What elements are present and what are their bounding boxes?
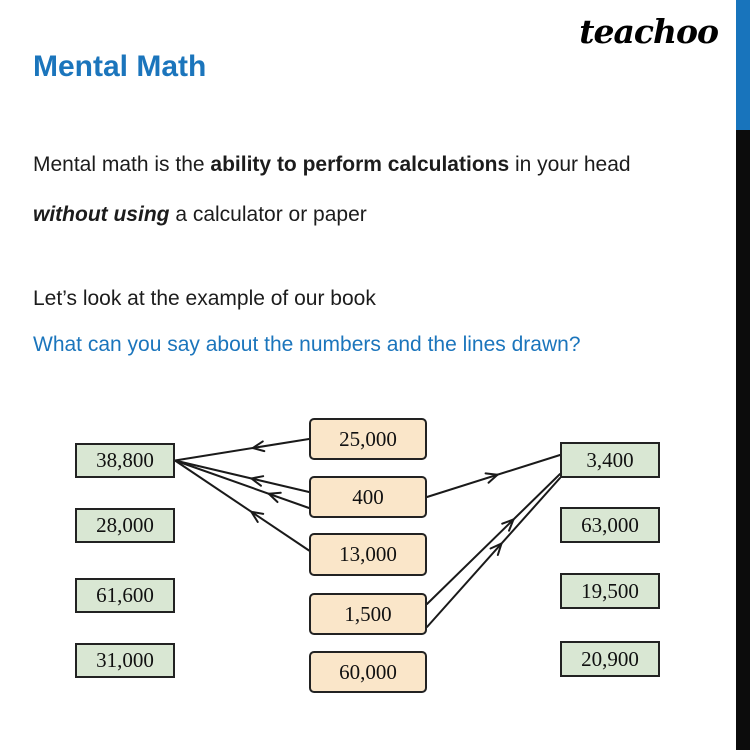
number-box-1500: 1,500 xyxy=(309,593,427,635)
number-box-19500: 19,500 xyxy=(560,573,660,609)
example-line: Let’s look at the example of our book xyxy=(33,287,376,310)
number-box-61600: 61,600 xyxy=(75,578,175,613)
intro-line-1 xyxy=(33,153,631,177)
number-box-60000: 60,000 xyxy=(309,651,427,693)
teachoo-logo: teachoo xyxy=(579,12,718,51)
number-box-31000: 31,000 xyxy=(75,643,175,678)
number-box-13000: 13,000 xyxy=(309,533,427,576)
number-box-400: 400 xyxy=(309,476,427,518)
intro-line-2-bold-italic: without using xyxy=(33,203,170,226)
number-box-38800: 38,800 xyxy=(75,443,175,478)
page-title: Mental Math xyxy=(33,50,207,83)
number-box-25000: 25,000 xyxy=(309,418,427,460)
intro-line-1-post: in your head xyxy=(509,153,631,176)
intro-line-2-post: a calculator or paper xyxy=(169,203,367,226)
question-line: What can you say about the numbers and the lines drawn? xyxy=(33,333,581,356)
intro-line-1-pre: Mental math is the xyxy=(33,153,211,176)
number-box-20900: 20,900 xyxy=(560,641,660,677)
right-accent-bar-blue xyxy=(736,0,750,130)
number-box-63000: 63,000 xyxy=(560,507,660,543)
number-box-3400: 3,400 xyxy=(560,442,660,478)
intro-line-2 xyxy=(33,203,367,227)
right-accent-bar-black xyxy=(736,130,750,750)
intro-line-1-bold: ability to perform calculations xyxy=(210,153,510,176)
number-box-28000: 28,000 xyxy=(75,508,175,543)
